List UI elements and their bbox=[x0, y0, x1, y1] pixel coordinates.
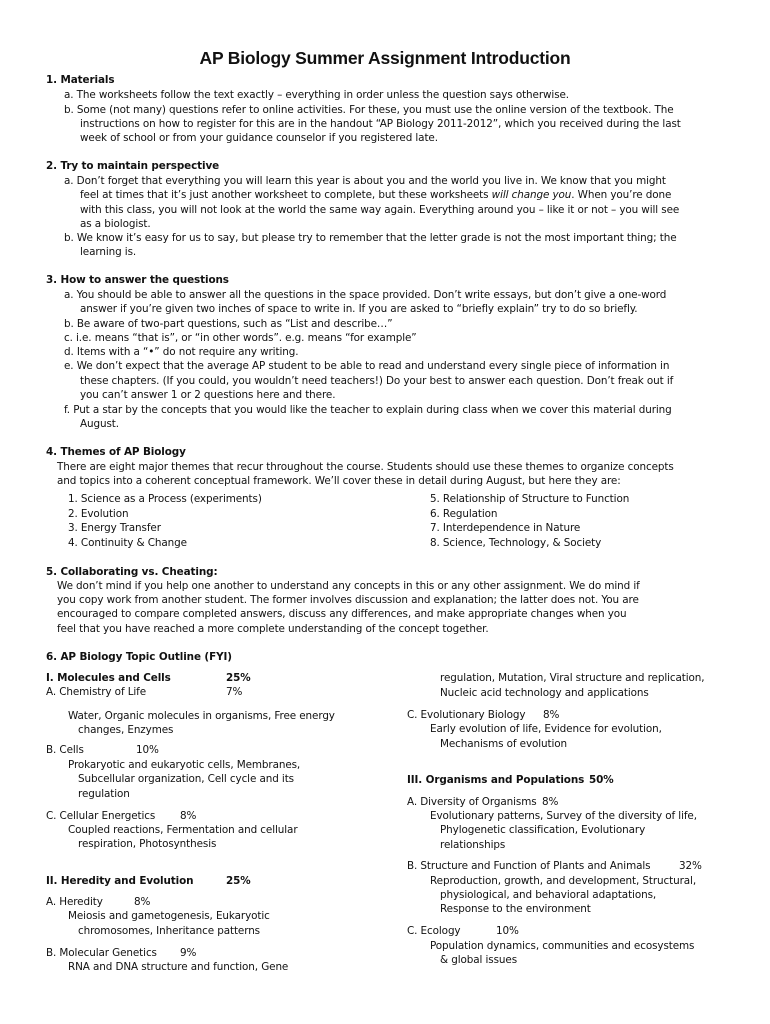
section-1-heading: 1. Materials bbox=[46, 74, 115, 86]
outline-topic-detail: regulation bbox=[78, 788, 130, 800]
section-2-item-a-line3: with this class, you will not look at the world the same way again. Everything around you – like it or not – you will see bbox=[80, 204, 680, 216]
outline-unit-percent: 50% bbox=[589, 774, 614, 786]
outline-topic-title: A. Heredity bbox=[46, 896, 103, 908]
section-3-item-f-line2: August. bbox=[80, 418, 119, 430]
section-6-heading: 6. AP Biology Topic Outline (FYI) bbox=[46, 651, 232, 663]
outline-topic-title: A. Diversity of Organisms bbox=[407, 796, 537, 808]
section-4-paragraph-line1: There are eight major themes that recur throughout the course. Students should use these themes to organize concepts bbox=[57, 461, 674, 473]
section-5-line2: you copy work from another student. The former involves discussion and explanation; the latter does not. You are bbox=[57, 594, 639, 606]
outline-topic-detail: Mechanisms of evolution bbox=[440, 738, 568, 750]
theme-item: 6. Regulation bbox=[430, 508, 498, 520]
outline-topic-detail: physiological, and behavioral adaptations, bbox=[440, 889, 657, 901]
outline-unit-title: III. Organisms and Populations bbox=[407, 774, 585, 786]
outline-topic-detail: & global issues bbox=[440, 954, 518, 966]
outline-topic-detail: Evolutionary patterns, Survey of the diversity of life, bbox=[430, 810, 697, 822]
section-3-item-e-line2: these chapters. (If you could, you wouldn’t need teachers!) Do your best to answer each question. Don’t freak out if bbox=[80, 375, 674, 387]
section-1-item-b-line2: instructions on how to register for this are in the handout “AP Biology 2011-2012”, which you received during the last bbox=[80, 118, 681, 130]
outline-topic-detail: Water, Organic molecules in organisms, Free energy bbox=[68, 710, 335, 722]
section-3-item-c: c. i.e. means “that is”, or “in other words”. e.g. means “for example” bbox=[64, 332, 417, 344]
section-2-item-a-line2: feel at times that it’s just another worksheet to complete, but these worksheets will change you. When you’re done bbox=[80, 189, 672, 201]
outline-unit-title: II. Heredity and Evolution bbox=[46, 875, 194, 887]
section-2-item-a-line1: a. Don’t forget that everything you will learn this year is about you and the world you live in. We know that you might bbox=[64, 175, 666, 187]
outline-topic-percent: 8% bbox=[134, 896, 151, 908]
section-1-item-b-line1: b. Some (not many) questions refer to online activities. For these, you must use the online version of the textbook. The bbox=[64, 104, 674, 116]
outline-topic-detail: respiration, Photosynthesis bbox=[78, 838, 217, 850]
outline-unit-title: I. Molecules and Cells bbox=[46, 672, 171, 684]
outline-topic-percent: 8% bbox=[542, 796, 559, 808]
outline-topic-title: C. Cellular Energetics bbox=[46, 810, 156, 822]
section-5-line1: We don’t mind if you help one another to understand any concepts in this or any other assignment. We do mind if bbox=[57, 580, 640, 592]
outline-topic-title: C. Evolutionary Biology bbox=[407, 709, 526, 721]
section-3-item-f-line1: f. Put a star by the concepts that you would like the teacher to explain during class when we cover this material during bbox=[64, 404, 672, 416]
outline-topic-percent: 10% bbox=[496, 925, 519, 937]
outline-topic-percent: 7% bbox=[226, 686, 243, 698]
section-1-item-a: a. The worksheets follow the text exactly – everything in order unless the question says otherwise. bbox=[64, 89, 570, 101]
outline-topic-title: B. Structure and Function of Plants and Animals bbox=[407, 860, 651, 872]
outline-unit-percent: 25% bbox=[226, 672, 251, 684]
section-2-item-b-line1: b. We know it’s easy for us to say, but please try to remember that the letter grade is not the most important thing; the bbox=[64, 232, 677, 244]
section-2-item-b-line2: learning is. bbox=[80, 246, 137, 258]
theme-item: 5. Relationship of Structure to Function bbox=[430, 493, 630, 505]
outline-topic-title: C. Ecology bbox=[407, 925, 461, 937]
outline-topic-detail: chromosomes, Inheritance patterns bbox=[78, 925, 260, 937]
outline-topic-percent: 32% bbox=[679, 860, 702, 872]
section-2-heading: 2. Try to maintain perspective bbox=[46, 160, 220, 172]
outline-unit-percent: 25% bbox=[226, 875, 251, 887]
theme-item: 1. Science as a Process (experiments) bbox=[68, 493, 262, 505]
outline-topic-detail: Meiosis and gametogenesis, Eukaryotic bbox=[68, 910, 270, 922]
page-title: AP Biology Summer Assignment Introduction bbox=[199, 48, 571, 68]
section-4-paragraph-line2: and topics into a coherent conceptual framework. We’ll cover these in detail during August, but here they are: bbox=[57, 475, 621, 487]
outline-topic-detail: Population dynamics, communities and ecosystems bbox=[430, 940, 695, 952]
outline-topic-detail: Reproduction, growth, and development, Structural, bbox=[430, 875, 697, 887]
outline-topic-detail: Response to the environment bbox=[440, 903, 591, 915]
outline-topic-detail: Phylogenetic classification, Evolutionary bbox=[440, 824, 646, 836]
outline-topic-percent: 8% bbox=[543, 709, 560, 721]
outline-topic-detail: RNA and DNA structure and function, Gene bbox=[68, 961, 289, 973]
outline-topic-percent: 10% bbox=[136, 744, 159, 756]
section-2-item-a-line4: as a biologist. bbox=[80, 218, 151, 230]
section-3-heading: 3. How to answer the questions bbox=[46, 274, 229, 286]
outline-topic-detail: changes, Enzymes bbox=[78, 724, 174, 736]
theme-item: 3. Energy Transfer bbox=[68, 522, 161, 534]
theme-item: 2. Evolution bbox=[68, 508, 129, 520]
section-5-heading: 5. Collaborating vs. Cheating: bbox=[46, 566, 218, 578]
section-3-item-e-line1: e. We don’t expect that the average AP student to be able to read and understand every single piece of information in bbox=[64, 360, 670, 372]
outline-topic-title: A. Chemistry of Life bbox=[46, 686, 147, 698]
theme-item: 4. Continuity & Change bbox=[68, 537, 187, 549]
section-3-item-a-line2: answer if you’re given two inches of space to write in. If you are asked to “briefly explain” try to do so briefly. bbox=[80, 303, 638, 315]
section-5-line3: encouraged to compare completed answers, discuss any differences, and make appropriate changes when you bbox=[57, 608, 627, 620]
section-1-item-b-line3: week of school or from your guidance counselor if you registered late. bbox=[80, 132, 438, 144]
outline-topic-detail: relationships bbox=[440, 839, 506, 851]
outline-topic-detail: regulation, Mutation, Viral structure and replication, bbox=[440, 672, 705, 684]
outline-topic-percent: 9% bbox=[180, 947, 197, 959]
outline-topic-title: B. Cells bbox=[46, 744, 84, 756]
section-5-line4: feel that you have reached a more complete understanding of the concept together. bbox=[57, 623, 489, 635]
outline-topic-detail: Coupled reactions, Fermentation and cellular bbox=[68, 824, 298, 836]
outline-topic-detail: Nucleic acid technology and applications bbox=[440, 687, 649, 699]
section-3-item-b: b. Be aware of two-part questions, such as “List and describe…” bbox=[64, 318, 393, 330]
section-3-item-a-line1: a. You should be able to answer all the questions in the space provided. Don’t write essays, but don’t give a one-word bbox=[64, 289, 667, 301]
outline-topic-detail: Prokaryotic and eukaryotic cells, Membranes, bbox=[68, 759, 301, 771]
outline-topic-detail: Early evolution of life, Evidence for evolution, bbox=[430, 723, 662, 735]
outline-topic-detail: Subcellular organization, Cell cycle and its bbox=[78, 773, 294, 785]
section-3-item-e-line3: you can’t answer 1 or 2 questions here and there. bbox=[80, 389, 336, 401]
outline-topic-percent: 8% bbox=[180, 810, 197, 822]
emphasis-text: will change you bbox=[491, 189, 572, 201]
theme-item: 8. Science, Technology, & Society bbox=[430, 537, 602, 549]
section-4-heading: 4. Themes of AP Biology bbox=[46, 446, 186, 458]
outline-topic-title: B. Molecular Genetics bbox=[46, 947, 157, 959]
section-3-item-d: d. Items with a “•” do not require any writing. bbox=[64, 346, 299, 358]
theme-item: 7. Interdependence in Nature bbox=[430, 522, 581, 534]
